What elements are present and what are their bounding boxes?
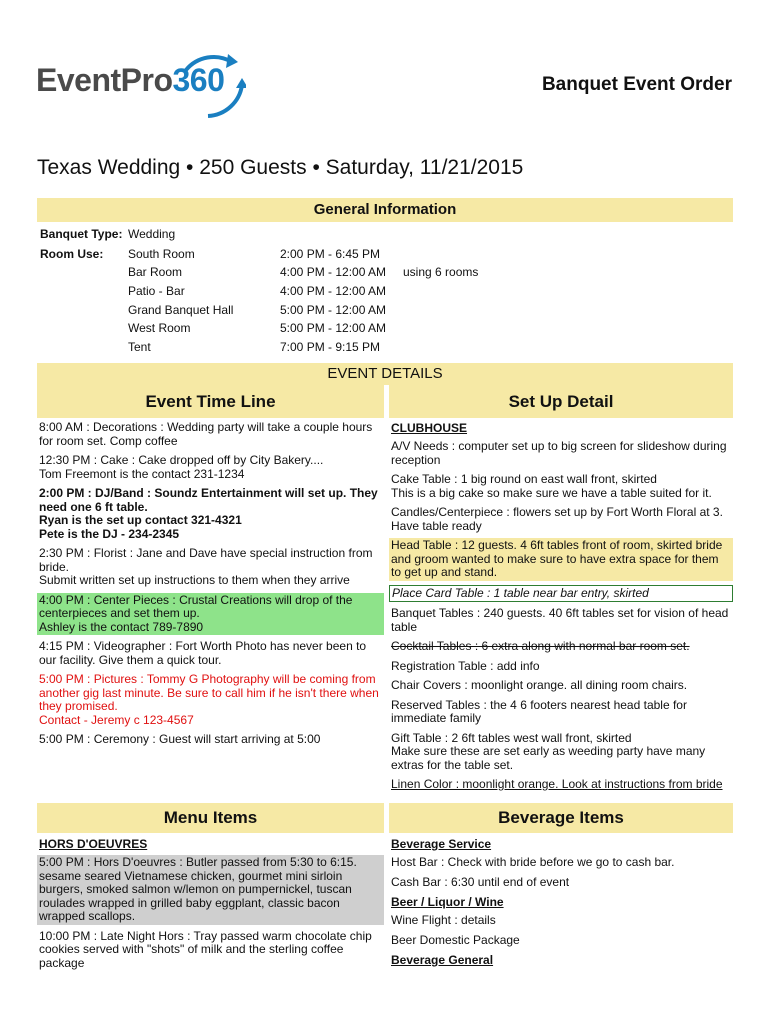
logo-text-part1: EventPro (36, 62, 173, 98)
setup-entry: Gift Table : 2 6ft tables west wall front, skirted Make sure these are set early as weeding party have many extras for the table set. (391, 730, 706, 772)
timeline-entry: 12:30 PM : Cake : Cake dropped off by City Bakery.... Tom Freemont is the contact 231-1234 (39, 453, 324, 481)
setup-section-clubhouse: CLUBHOUSE (391, 421, 468, 435)
room-time: 5:00 PM - 12:00 AM (280, 321, 387, 335)
timeline-entry: 4:00 PM : Center Pieces : Crustal Creations will drop of the centerpieces and set them up. Ashley is the contact 789-7890 (37, 593, 384, 636)
timeline-entry: 5:00 PM : Ceremony : Guest will start arriving at 5:00 (39, 732, 321, 746)
beverage-section-service: Beverage Service (391, 837, 492, 851)
beverage-items (389, 836, 733, 971)
room-use-label: Room Use: (40, 247, 104, 261)
room-time: 4:00 PM - 12:00 AM (280, 284, 387, 298)
room-name: Patio - Bar (128, 284, 185, 298)
banquet-type-label: Banquet Type: (40, 227, 123, 241)
setup-entry: Head Table : 12 guests. 4 6ft tables front of room, skirted bride and groom wanted to make sure to have extra space for them to get up and stand. (389, 538, 733, 581)
logo-text-part2: 360 (172, 62, 225, 98)
logo-text (36, 62, 224, 99)
room-time: 5:00 PM - 12:00 AM (280, 303, 387, 317)
beverage-section-liquor: Beer / Liquor / Wine (391, 895, 504, 909)
timeline-entry: 5:00 PM : Pictures : Tommy G Photography will be coming from another gig last minute. Be sure to call him if he isn't there when they promised. Contact - Jeremy c 123-4567 (39, 672, 379, 727)
room-time: 2:00 PM - 6:45 PM (280, 247, 381, 261)
room-time: 4:00 PM - 12:00 AM (280, 265, 387, 279)
setup-entry: Banquet Tables : 240 guests. 40 6ft tables set for vision of head table (391, 606, 729, 634)
room-name: Grand Banquet Hall (128, 303, 234, 317)
beverage-entry: Host Bar : Check with bride before we go to cash bar. (391, 855, 675, 869)
beverage-items-header: Beverage Items (389, 803, 733, 833)
setup-detail-header: Set Up Detail (389, 385, 733, 418)
banquet-type-value: Wedding (128, 227, 176, 241)
beverage-entry: Wine Flight : details (391, 913, 496, 927)
beverage-entry: Beer Domestic Package (391, 932, 520, 947)
event-timeline-header: Event Time Line (37, 385, 384, 418)
room-note: using 6 rooms (403, 265, 479, 279)
event-timeline (37, 420, 384, 752)
setup-entry: Place Card Table : 1 table near bar entry, skirted (389, 585, 733, 603)
setup-entry: Candles/Centerpiece : flowers set up by Fort Worth Floral at 3. Have table ready (391, 505, 723, 533)
timeline-entry: 8:00 AM : Decorations : Wedding party will take a couple hours for room set. Comp coffee (39, 420, 373, 448)
eventpro-logo (36, 40, 246, 120)
setup-entry: Linen Color : moonlight orange. Look at instructions from bride (391, 777, 723, 791)
setup-entry: Cocktail Tables : 6 extra along with normal bar room set. (391, 639, 690, 653)
menu-entry: 10:00 PM : Late Night Hors : Tray passed warm chocolate chip cookies served with "shots" of milk and the sterling coffee package (39, 928, 372, 970)
setup-entry: A/V Needs : computer set up to big screen for slideshow during reception (391, 439, 727, 467)
room-name: Bar Room (128, 265, 183, 279)
timeline-entry: 2:00 PM : DJ/Band : Soundz Entertainment will set up. They need one 6 ft table. Ryan is the set up contact 321-4321 Pete is the DJ - 234-2345 (39, 486, 378, 541)
beverage-entry: Cash Bar : 6:30 until end of event (391, 874, 570, 889)
beverage-section-general: Beverage General (391, 953, 494, 967)
setup-entry: Cake Table : 1 big round on east wall front, skirted This is a big cake so make sure we have a table suited for it. (391, 472, 712, 500)
general-info-header: General Information (37, 198, 733, 222)
event-title: Texas Wedding • 250 Guests • Saturday, 11/21/2015 (37, 156, 524, 179)
room-name: South Room (128, 247, 195, 261)
room-name: Tent (128, 340, 151, 354)
room-name: West Room (128, 321, 191, 335)
menu-items (37, 836, 384, 975)
event-details-header: EVENT DETAILS (37, 363, 733, 385)
timeline-entry: 4:15 PM : Videographer : Fort Worth Photo has never been to our facility. Give them a quick tour. (39, 639, 367, 667)
menu-entry: 5:00 PM : Hors D'oeuvres : Butler passed from 5:30 to 6:15. sesame seared Vietnamese chicken, gourmet mini sirloin burgers, smoked salmon w/lemon on pumpernickel, tuscan roulades wrapped in grilled baby eggplant, classic bacon wrapped scallops. (37, 855, 384, 925)
document-title: Banquet Event Order (541, 74, 732, 95)
setup-detail (389, 420, 733, 797)
setup-entry: Chair Covers : moonlight orange. all dining room chairs. (391, 678, 688, 692)
room-time: 7:00 PM - 9:15 PM (280, 340, 381, 354)
setup-entry: Registration Table : add info (391, 658, 540, 673)
menu-items-header: Menu Items (37, 803, 384, 833)
menu-section-hors-doeuvres: HORS D'OEUVRES (39, 837, 148, 851)
timeline-entry: 2:30 PM : Florist : Jane and Dave have special instruction from bride. Submit written set up instructions to them when they arrive (39, 546, 373, 587)
setup-entry: Reserved Tables : the 4 6 footers nearest head table for immediate family (391, 697, 687, 725)
